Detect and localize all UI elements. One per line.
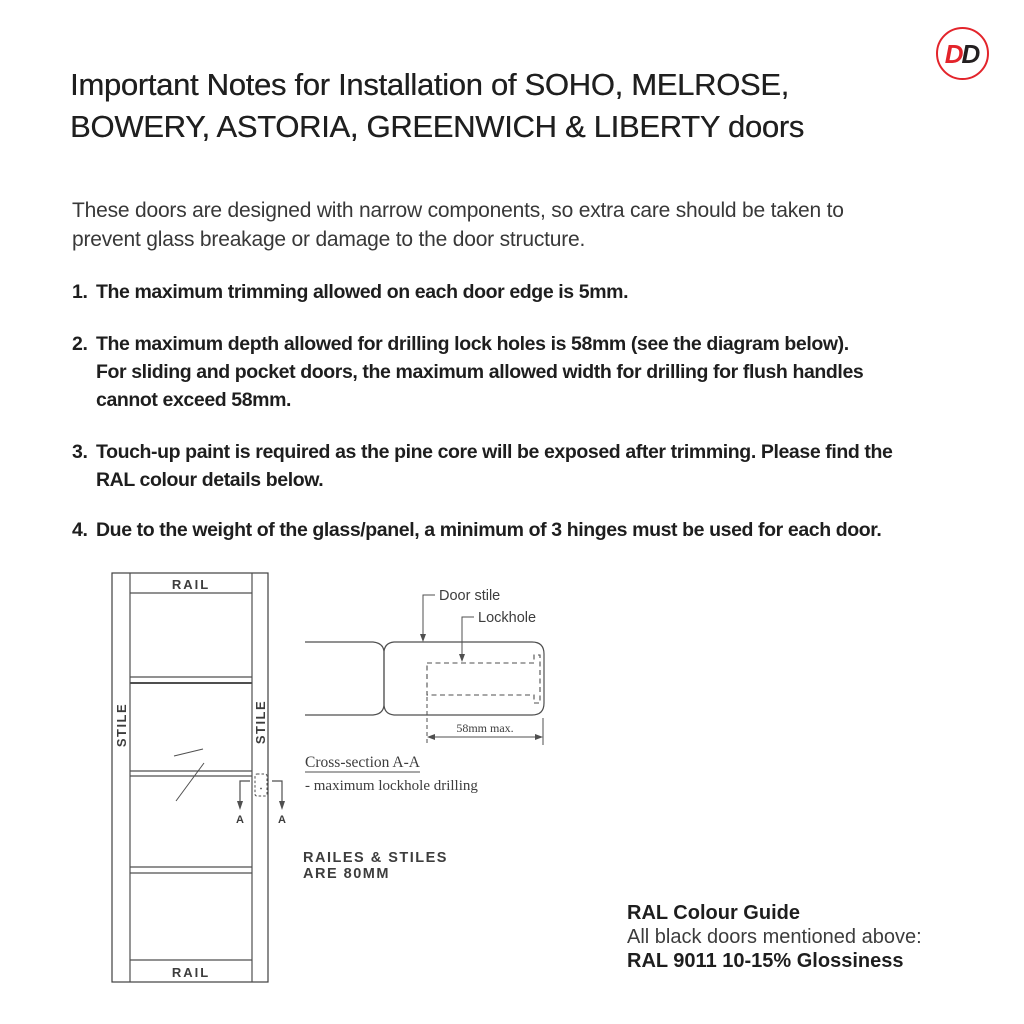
- door-lockhole-mark: [255, 774, 267, 796]
- intro-line-2: prevent glass breakage or damage to the door structure.: [72, 228, 586, 251]
- stile-left-label: STILE: [114, 702, 129, 748]
- section-letter-left: A: [236, 814, 244, 826]
- cross-section-subtitle: - maximum lockhole drilling: [305, 778, 478, 794]
- intro-line-1: These doors are designed with narrow components, so extra care should be taken to: [72, 199, 844, 222]
- note-3-number: 3.: [72, 441, 88, 463]
- section-cut-arrows: [237, 781, 285, 810]
- door-stile-callout-arrow: [420, 595, 435, 642]
- dd-logo-letter-1: D: [944, 38, 962, 69]
- dd-logo-letters: [944, 38, 979, 69]
- installation-notes-list: [72, 278, 892, 568]
- ral-guide-line-1: All black doors mentioned above:: [627, 926, 922, 948]
- dd-brand-logo: [936, 27, 989, 80]
- note-item-2: [72, 330, 892, 414]
- dimension-label: 58mm max.: [456, 721, 514, 735]
- page-title-line-2: BOWERY, ASTORIA, GREENWICH & LIBERTY doors: [70, 109, 804, 144]
- note-item-4: [72, 516, 892, 544]
- note-2-text: The maximum depth allowed for drilling lock holes is 58mm (see the diagram below). For sliding and pocket doors, the maximum allowed width for drilling for flush handles cannot exceed 58mm.: [96, 333, 864, 411]
- ral-colour-guide: [627, 901, 922, 973]
- glass-pane-marks: [174, 749, 204, 801]
- cross-section-title: Cross-section A-A: [305, 754, 420, 771]
- rail-bottom-label: RAIL: [171, 965, 211, 980]
- page-title-line-1: Important Notes for Installation of SOHO, MELROSE,: [70, 67, 789, 102]
- section-letter-right: A: [278, 814, 286, 826]
- door-stile-callout-label: Door stile: [439, 588, 501, 604]
- page-title: [70, 64, 804, 148]
- note-4-text: Due to the weight of the glass/panel, a minimum of 3 hinges must be used for each door.: [96, 519, 882, 541]
- note-4-number: 4.: [72, 519, 88, 541]
- dd-logo-letter-2: D: [961, 38, 979, 69]
- intro-paragraph: [72, 196, 844, 254]
- rails-note-line-1: RAILES & STILES: [303, 850, 448, 866]
- note-1-text: The maximum trimming allowed on each door edge is 5mm.: [96, 281, 629, 303]
- note-1-number: 1.: [72, 281, 88, 303]
- note-item-1: [72, 278, 892, 306]
- lockhole-callout-arrow: [459, 617, 474, 662]
- ral-guide-heading: RAL Colour Guide: [627, 902, 800, 924]
- lockhole-callout-label: Lockhole: [478, 610, 537, 626]
- door-elevation-drawing: [112, 573, 285, 982]
- technical-diagram: [90, 555, 610, 1005]
- ral-guide-line-2: RAL 9011 10-15% Glossiness: [627, 950, 904, 972]
- note-3-text: Touch-up paint is required as the pine core will be exposed after trimming. Please find the RAL colour details below.: [96, 441, 893, 491]
- note-2-number: 2.: [72, 333, 88, 355]
- rail-top-label: RAIL: [171, 577, 211, 592]
- note-item-3: [72, 438, 892, 494]
- stile-right-label: STILE: [253, 699, 268, 745]
- lockhole-dashed-outline: [427, 655, 540, 703]
- rails-note-line-2: ARE 80MM: [303, 866, 390, 882]
